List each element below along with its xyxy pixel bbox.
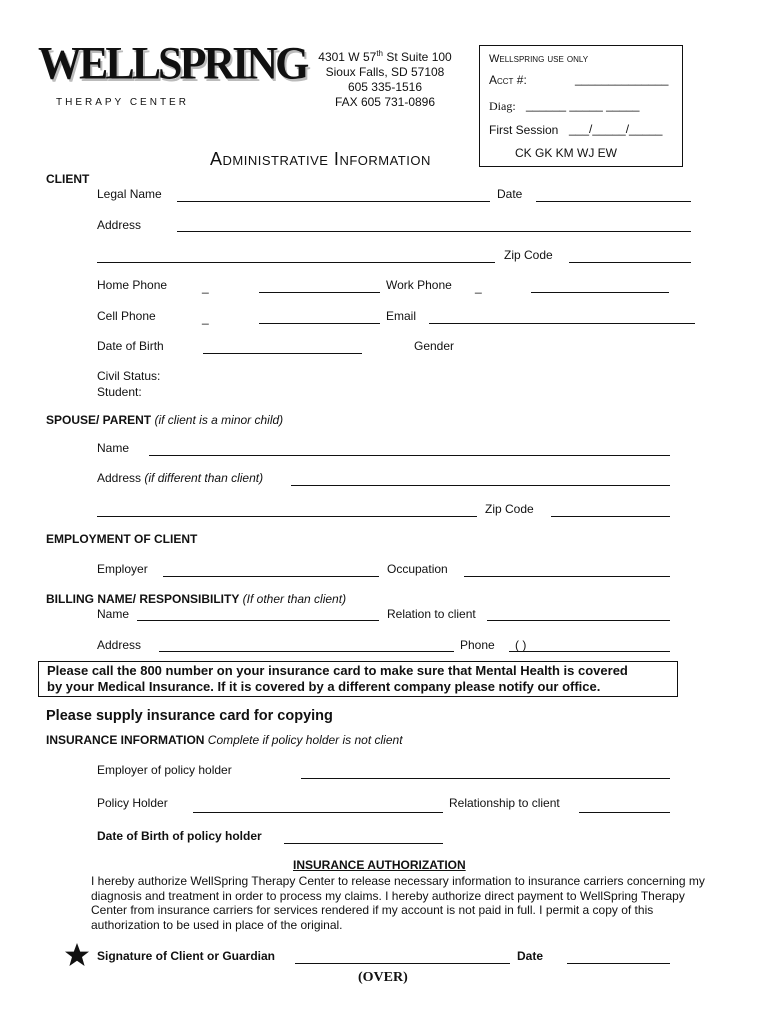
spouse-name-label: Name: [97, 441, 130, 455]
policy-relationship-field[interactable]: [579, 812, 670, 813]
clinician-initials: CK GK KM WJ EW: [515, 146, 617, 160]
supply-card-heading: Please supply insurance card for copying: [46, 708, 333, 724]
star-icon: [64, 942, 90, 968]
signature-label: Signature of Client or Guardian: [97, 949, 276, 963]
policy-dob-field[interactable]: [284, 843, 443, 844]
insurance-heading: INSURANCE INFORMATION Complete if policy holder is not client: [46, 733, 403, 747]
billing-phone-field[interactable]: [509, 651, 670, 652]
client-zip-label: Zip Code: [504, 248, 553, 262]
client-address-label: Address: [97, 218, 142, 232]
spouse-heading: SPOUSE/ PARENT (if client is a minor child): [46, 413, 284, 427]
authorization-heading: INSURANCE AUTHORIZATION: [293, 858, 466, 872]
first-session-blanks[interactable]: ___/_____/_____: [569, 122, 663, 136]
client-date-label: Date: [497, 187, 523, 201]
student-label: Student:: [97, 385, 142, 399]
logo-wordmark: WELLSPRING: [38, 37, 307, 90]
civil-status-label: Civil Status:: [97, 369, 161, 383]
policy-employer-label: Employer of policy holder: [97, 763, 232, 777]
spouse-zip-label: Zip Code: [485, 502, 534, 516]
signature-field[interactable]: [295, 963, 510, 964]
client-zip-field[interactable]: [569, 262, 691, 263]
spouse-address-field[interactable]: [291, 485, 670, 486]
relation-label: Relation to client: [387, 607, 476, 621]
work-phone-field[interactable]: [531, 292, 669, 293]
clinic-fax: FAX 605 731-0896: [334, 95, 436, 109]
legal-name-label: Legal Name: [97, 187, 162, 201]
employer-label: Employer: [97, 562, 148, 576]
work-phone-label: Work Phone: [386, 278, 452, 292]
email-field[interactable]: [429, 323, 695, 324]
spouse-zip-field[interactable]: [551, 516, 670, 517]
billing-address-field[interactable]: [159, 651, 454, 652]
signature-date-label: Date: [517, 949, 544, 963]
home-phone-field[interactable]: [259, 292, 380, 293]
home-phone-dash: _: [202, 280, 209, 294]
client-date-field[interactable]: [536, 201, 691, 202]
billing-phone-label: Phone: [460, 638, 495, 652]
clinic-address: [305, 46, 465, 110]
policy-relationship-label: Relationship to client: [449, 796, 560, 810]
client-address-field-2[interactable]: [97, 262, 495, 263]
occupation-label: Occupation: [387, 562, 448, 576]
page-title: Administrative Information: [210, 149, 431, 169]
clinic-phone: 605 335-1516: [347, 80, 423, 94]
policy-holder-field[interactable]: [193, 812, 443, 813]
policy-dob-label: Date of Birth of policy holder: [97, 829, 262, 843]
home-phone-label: Home Phone: [97, 278, 168, 292]
work-phone-dash: _: [475, 280, 482, 294]
client-address-field[interactable]: [177, 231, 691, 232]
dob-label: Date of Birth: [97, 339, 164, 353]
logo-subtitle: THERAPY CENTER: [56, 97, 189, 108]
office-use-title: Wellspring use only: [489, 53, 589, 65]
occupation-field[interactable]: [464, 576, 670, 577]
policy-employer-field[interactable]: [301, 778, 670, 779]
spouse-address-label: Address (if different than client): [97, 471, 264, 485]
billing-phone-paren: ( ): [515, 638, 527, 652]
spouse-address-field-2[interactable]: [97, 516, 477, 517]
employment-heading: EMPLOYMENT OF CLIENT: [46, 532, 198, 546]
signature-date-field[interactable]: [567, 963, 670, 964]
dob-field[interactable]: [203, 353, 362, 354]
cell-phone-field[interactable]: [259, 323, 380, 324]
notice-line-1: Please call the 800 number on your insurance card to make sure that Mental Health is covered: [47, 663, 628, 678]
cell-phone-dash: _: [202, 311, 209, 325]
billing-heading: BILLING NAME/ RESPONSIBILITY (If other than client): [46, 592, 347, 606]
diag-label: Diag:: [489, 99, 516, 113]
legal-name-field[interactable]: [177, 201, 490, 202]
notice-line-2: by your Medical Insurance. If it is covered by a different company please notify our office.: [47, 679, 601, 694]
diag-blanks[interactable]: ______ _____ _____: [526, 98, 640, 112]
address-line-2: Sioux Falls, SD 57108: [325, 65, 445, 79]
billing-name-label: Name: [97, 607, 130, 621]
spouse-name-field[interactable]: [149, 455, 670, 456]
gender-label: Gender: [414, 339, 455, 353]
first-session-label: First Session: [489, 123, 559, 137]
acct-label: Acct #:: [489, 73, 527, 87]
email-label: Email: [386, 309, 417, 323]
employer-field[interactable]: [163, 576, 379, 577]
address-line-1: 4301 W 57th St Suite 100: [318, 49, 452, 64]
cell-phone-label: Cell Phone: [97, 309, 156, 323]
over-indicator: (OVER): [358, 970, 408, 985]
billing-name-field[interactable]: [137, 620, 379, 621]
client-heading: CLIENT: [46, 172, 90, 186]
coverage-notice: [38, 661, 678, 697]
acct-blank[interactable]: ______________: [575, 72, 669, 86]
relation-field[interactable]: [487, 620, 670, 621]
authorization-text: I hereby authorize WellSpring Therapy Center to release necessary information to insurance carriers concerning my diagnosis and treatment in order to process my claims. I hereby authorize direct payment to WellSpring Therapy Center from insurance carriers for services rendered if my account is not paid in full. I permit a copy of this authorization to be used in place of the original.: [91, 874, 705, 932]
billing-address-label: Address: [97, 638, 142, 652]
policy-holder-label: Policy Holder: [97, 796, 168, 810]
